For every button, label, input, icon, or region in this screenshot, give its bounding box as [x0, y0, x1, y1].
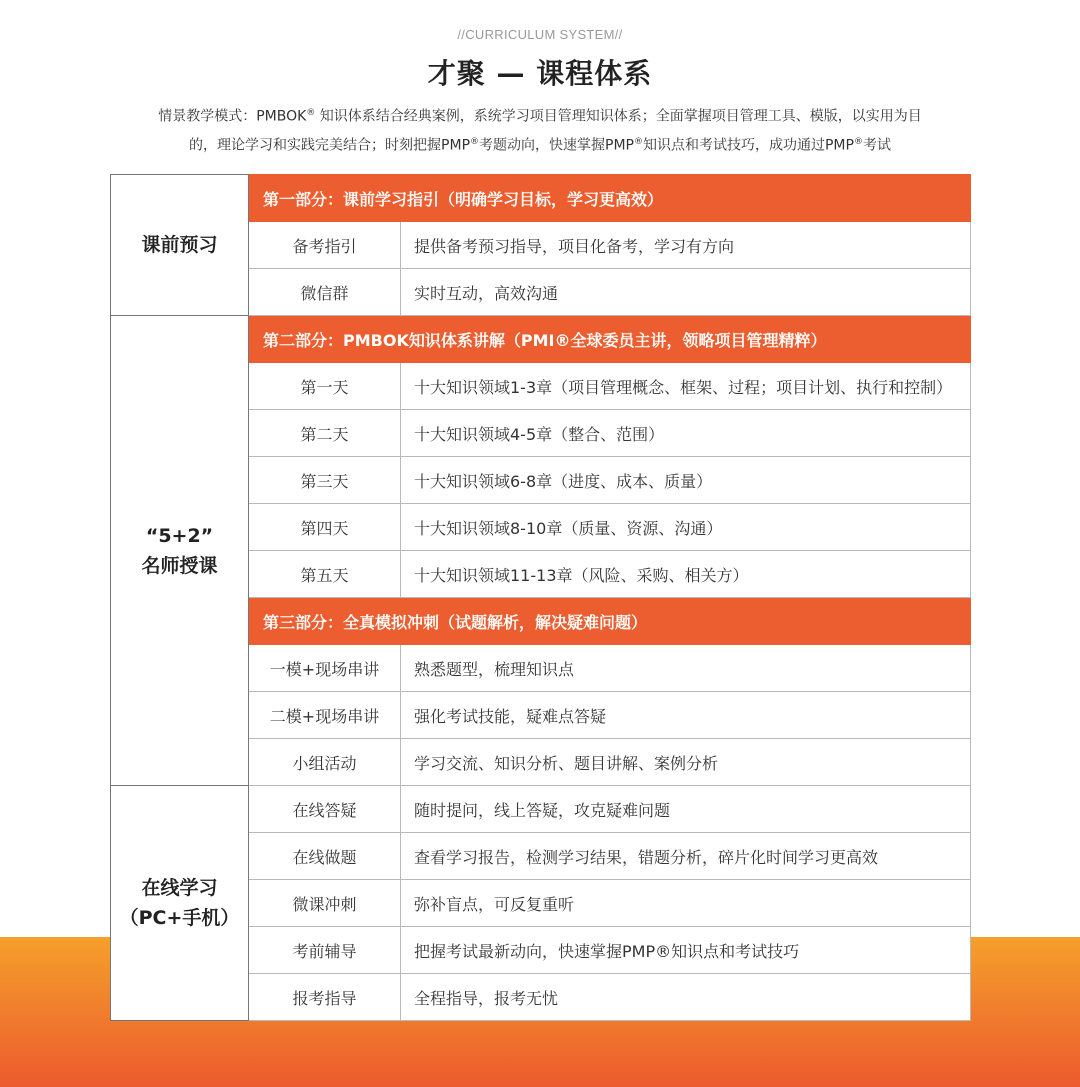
item-cell: 第三天 [249, 457, 401, 504]
desc-cell: 把握考试最新动向，快速掌握PMP®知识点和考试技巧 [401, 927, 971, 974]
item-cell: 考前辅导 [249, 927, 401, 974]
desc-cell: 十大知识领域11-13章（风险、采购、相关方） [401, 551, 971, 598]
section-header-row [111, 175, 971, 222]
item-cell: 第五天 [249, 551, 401, 598]
item-cell: 一模+现场串讲 [249, 645, 401, 692]
intro-paragraph [100, 101, 980, 158]
category-cell: 在线学习 （PC+手机） [111, 786, 249, 1021]
english-subtitle: //CURRICULUM SYSTEM// [457, 27, 623, 42]
desc-cell: 十大知识领域8-10章（质量、资源、沟通） [401, 504, 971, 551]
intro-line-1: 情景教学模式：PMBOK® 知识体系结合经典案例，系统学习项目管理知识体系；全面掌握项目管理工具、模版，以实用为目 [158, 108, 922, 125]
registered-mark: ® [633, 136, 643, 147]
item-cell: 微课冲刺 [249, 880, 401, 927]
item-cell: 第四天 [249, 504, 401, 551]
registered-mark: ® [306, 108, 316, 118]
desc-cell: 实时互动，高效沟通 [401, 269, 971, 316]
category-cell: 课前预习 [111, 175, 249, 316]
intro-line-2: 的，理论学习和实践完美结合；时刻把握PMP®考题动向，快速掌握PMP®知识点和考试技巧，成功通过PMP®考试 [189, 136, 891, 154]
item-cell: 小组活动 [249, 739, 401, 786]
desc-cell: 随时提问，线上答疑，攻克疑难问题 [401, 786, 971, 833]
item-cell: 第一天 [249, 363, 401, 410]
item-cell: 在线答疑 [249, 786, 401, 833]
category-cell: “5+2” 名师授课 [111, 316, 249, 786]
table-row [111, 786, 971, 833]
desc-cell: 熟悉题型，梳理知识点 [401, 645, 971, 692]
section-title: 第三部分：全真模拟冲刺（试题解析，解决疑难问题） [249, 598, 971, 645]
desc-cell: 十大知识领域6-8章（进度、成本、质量） [401, 457, 971, 504]
curriculum-table [110, 174, 971, 1021]
desc-cell: 十大知识领域4-5章（整合、范围） [401, 410, 971, 457]
registered-mark: ® [470, 136, 480, 147]
desc-cell: 学习交流、知识分析、题目讲解、案例分析 [401, 739, 971, 786]
section-title: 第一部分：课前学习指引（明确学习目标，学习更高效） [249, 175, 971, 222]
section-title: 第二部分：PMBOK知识体系讲解（PMI®全球委员主讲，领略项目管理精粹） [249, 316, 971, 363]
desc-cell: 强化考试技能，疑难点答疑 [401, 692, 971, 739]
page-title: 才聚 — 课程体系 [427, 57, 653, 90]
item-cell: 第二天 [249, 410, 401, 457]
desc-cell: 弥补盲点，可反复重听 [401, 880, 971, 927]
item-cell: 微信群 [249, 269, 401, 316]
item-cell: 报考指导 [249, 974, 401, 1021]
desc-cell: 提供备考预习指导，项目化备考，学习有方向 [401, 222, 971, 269]
section-header-row [111, 316, 971, 363]
desc-cell: 十大知识领域1-3章（项目管理概念、框架、过程；项目计划、执行和控制） [401, 363, 971, 410]
registered-mark: ® [853, 136, 863, 147]
desc-cell: 全程指导，报考无忧 [401, 974, 971, 1021]
item-cell: 在线做题 [249, 833, 401, 880]
item-cell: 二模+现场串讲 [249, 692, 401, 739]
desc-cell: 查看学习报告，检测学习结果，错题分析，碎片化时间学习更高效 [401, 833, 971, 880]
item-cell: 备考指引 [249, 222, 401, 269]
